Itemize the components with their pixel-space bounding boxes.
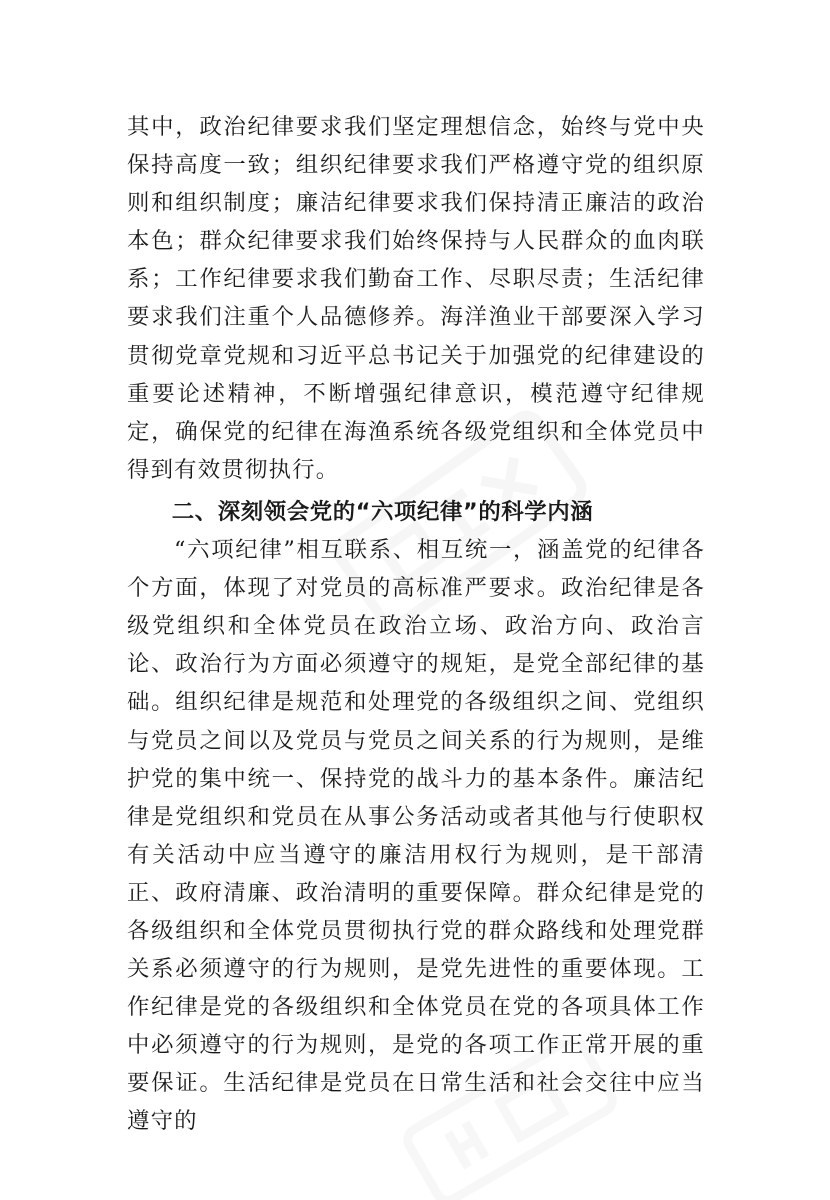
section-heading: 二、深刻领会党的“六项纪律”的科学内涵: [171, 498, 594, 525]
paragraph-discipline-requirements: 其中，政治纪律要求我们坚定理想信念，始终与党中央保持高度一致；组织纪律要求我们严格遵守党的组织原则和组织制度；廉洁纪律要求我们保持清正廉洁的政治本色；群众纪律要求我们始终保持与人民群众的血肉联系；工作纪律要求我们勤奋工作、尽职尽责；生活纪律要求我们注重个人品德修养。海洋渔业干部要深入学习贯彻党章党规和习近平总书记关于加强党的纪律建设的重要论述精神，不断增强纪律意识，模范遵守纪律规定，确保党的纪律在海渔系统各级党组织和全体党员中得到有效贯彻执行。: [127, 114, 705, 483]
document-body: [127, 108, 705, 1141]
paragraph-six-disciplines: “六项纪律”相互联系、相互统一，涵盖党的纪律各个方面，体现了对党员的高标准严要求。政治纪律是各级党组织和全体党员在政治立场、政治方向、政治言论、政治行为方面必须遵守的规矩，是党全部纪律的基础。组织纪律是规范和处理党的各级组织之间、党组织与党员之间以及党员与党员之间关系的行为规则，是维护党的集中统一、保持党的战斗力的基本条件。廉洁纪律是党组织和党员在从事公务活动或者其他与行使职权有关活动中应当遵守的廉洁用权行为规则，是干部清正、政府清廉、政治清明的重要保障。群众纪律是党的各级组织和全体党员贯彻执行党的群众路线和处理党群关系必须遵守的行为规则，是党先进性的重要体现。工作纪律是党的各级组织和全体党员在党的各项具体工作中必须遵守的行为规则，是党的各项工作正常开展的重要保证。生活纪律是党员在日常生活和社会交往中应当遵守的: [127, 537, 705, 1135]
